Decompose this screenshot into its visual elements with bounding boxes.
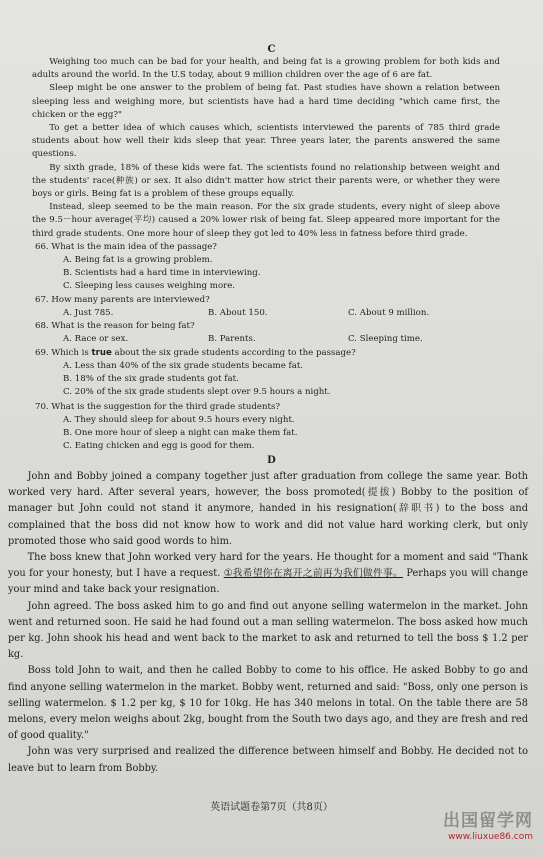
question-70 bbox=[35, 401, 505, 453]
option-b: B. 18% of the six grade students got fat. bbox=[63, 374, 239, 384]
paragraph: The boss knew that John worked very hard for the years. He thought for a moment and said "Thank you for your honesty, but I have a request. ①我希望你在离开之前再为我们做件事。 Perhaps you will change your mind and take back your resignation. bbox=[8, 552, 528, 596]
underlined-sentence: ①我希望你在离开之前再为我们做件事。 bbox=[223, 568, 404, 580]
paragraph: Boss told John to wait, and then he called Bobby to come to his office. He asked Bobby to go and find anyone selling watermelon in the market. Bobby went, returned and said: "Boss, only one person is selling watermelon. $ 1.2 per kg, $ 10 for 10kg. He has 340 melons in total. On the table there are 58 melons, every melon weighs about 2kg, bought from the South two days ago, and they are fresh and red of good quality." bbox=[8, 665, 528, 742]
question-68 bbox=[35, 320, 505, 346]
watermark-title: 出国留学网 bbox=[443, 811, 533, 831]
option-a: A. Being fat is a growing problem. bbox=[63, 255, 213, 265]
option-a: A. Less than 40% of the six grade students became fat. bbox=[63, 361, 303, 371]
question-stem: 66. What is the main idea of the passage? bbox=[35, 242, 217, 252]
paragraph: Weighing too much can be bad for your health, and being fat is a growing problem for both kids and adults around the world. In the U.S today, about 9 million children over the age of 6 are fat. bbox=[32, 57, 500, 81]
section-c-title: C bbox=[267, 44, 276, 55]
page-footer: 英语试题卷第7页（共8页） bbox=[210, 802, 333, 813]
paragraph: By sixth grade, 18% of these kids were fat. The scientists found no relationship between weight and the students' race(种族) or sex. It also didn't matter how strict their parents were, or whether they were boys or girls. Being fat is a problem of these groups equally. bbox=[32, 162, 500, 200]
option-c: C. Eating chicken and egg is good for them. bbox=[63, 441, 255, 451]
section-c-passage bbox=[32, 56, 500, 241]
emphasis-true: true bbox=[91, 348, 112, 358]
section-d-title: D bbox=[267, 455, 276, 466]
paragraph: To get a better idea of which causes which, scientists interviewed the parents of 785 third grade students about how well their kids sleep that year. Three years later, the parents answered the same questions. bbox=[32, 123, 500, 160]
question-69 bbox=[35, 347, 505, 399]
watermark-url: www.liuxue86.com bbox=[448, 832, 533, 842]
question-67 bbox=[35, 294, 505, 320]
option-c: C. Sleeping time. bbox=[348, 334, 423, 344]
paragraph: John agreed. The boss asked him to go and find out anyone selling watermelon in the market. John went and returned soon. He said he had found out a man selling watermelon. The boss asked how much per kg. John shook his head and went back to the market to ask and returned to tell the boss $ 1.2 per kg. bbox=[8, 600, 528, 661]
question-stem: 70. What is the suggestion for the third grade students? bbox=[35, 402, 280, 412]
option-b: B. One more hour of sleep a night can make them fat. bbox=[63, 428, 298, 438]
option-c: C. 20% of the six grade students slept over 9.5 hours a night. bbox=[63, 387, 331, 397]
option-b: B. About 150. bbox=[208, 308, 268, 318]
option-a: A. Just 785. bbox=[63, 308, 114, 318]
paragraph: John and Bobby joined a company together just after graduation from college the same year. Both worked very hard. After several years, however, the boss promoted(提拔) Bobby to the position of manager but John could not stand it anymore, handed in his resignation(辞职书) to the boss and complained that the boss did not know how to work and did not value hard working clerk, but only promoted those who said good words to him. bbox=[8, 471, 528, 547]
option-a: A. Race or sex. bbox=[63, 334, 129, 344]
option-b: B. Scientists had a hard time in interviewing. bbox=[63, 268, 261, 278]
watermark-logo bbox=[413, 812, 533, 846]
option-b: B. Parents. bbox=[208, 334, 256, 344]
paragraph: Instead, sleep seemed to be the main reason. For the six grade students, every night of sleep above the 9.5－hour average(平均) caused a 20% lower risk of being fat. Sleep appeared more important for the third grade students. One more hour of sleep they got led to 40% less in fatness before third grade. bbox=[32, 202, 500, 239]
option-a: A. They should sleep for about 9.5 hours every night. bbox=[63, 415, 295, 425]
option-c: C. About 9 million. bbox=[348, 308, 430, 318]
paragraph: John was very surprised and realized the difference between himself and Bobby. He decided not to leave but to learn from Bobby. bbox=[8, 746, 528, 774]
paragraph: Sleep might be one answer to the problem of being fat. Past studies have shown a relation between sleeping less and weighing more, but scientists have had a hard time deciding "which came first, the chicken or the egg?" bbox=[32, 83, 500, 120]
question-stem: 67. How many parents are interviewed? bbox=[35, 295, 210, 305]
question-stem: 69. Which is true about the six grade students according to the passage? bbox=[35, 348, 356, 358]
option-c: C. Sleeping less causes weighing more. bbox=[63, 281, 236, 291]
section-d-passage bbox=[8, 469, 528, 777]
question-66 bbox=[35, 241, 505, 293]
question-stem: 68. What is the reason for being fat? bbox=[35, 321, 195, 331]
